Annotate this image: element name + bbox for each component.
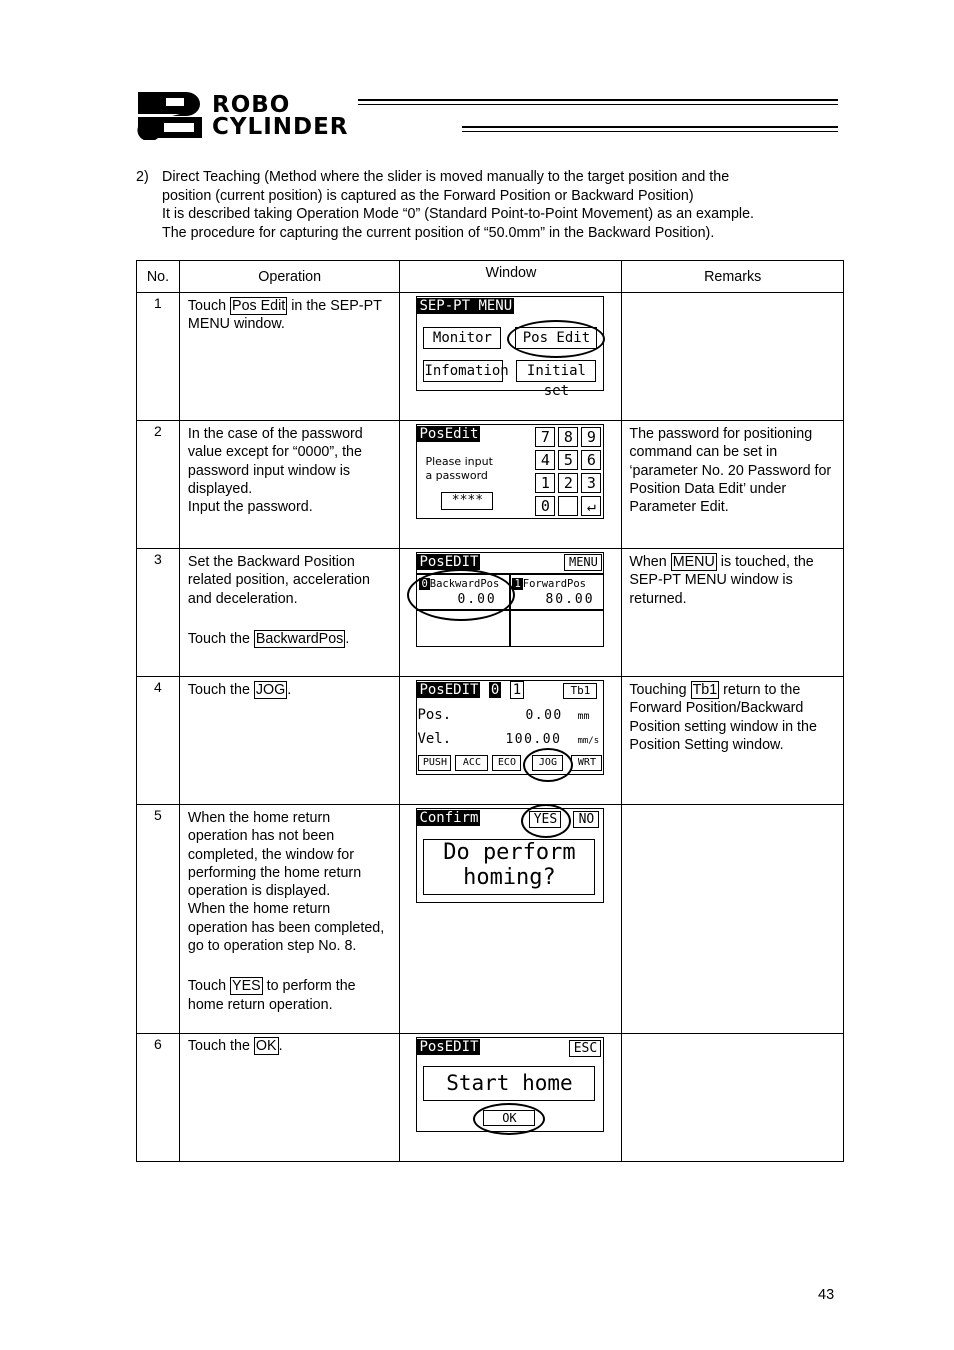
key-3[interactable]: 3 xyxy=(581,473,601,493)
op-text: Input the password. xyxy=(187,499,313,516)
position-no: 0 xyxy=(490,682,500,698)
op-text: . xyxy=(345,630,350,647)
table-row xyxy=(137,805,844,1034)
window-cell xyxy=(400,677,622,805)
lcd-confirm-homing xyxy=(416,808,604,903)
information-button[interactable]: Infomation xyxy=(423,360,503,382)
forward-value: 80.00 xyxy=(545,592,595,607)
highlight-circle xyxy=(521,804,571,838)
enter-key-icon[interactable]: ↵ xyxy=(581,496,601,516)
screen-title: PosEdit xyxy=(419,426,479,442)
remarks-cell xyxy=(622,293,844,421)
header-remarks: Remarks xyxy=(622,261,844,293)
operation-cell xyxy=(179,677,400,805)
screen-title: PosEDIT xyxy=(419,554,479,570)
lcd-sep-pt-menu xyxy=(416,296,604,399)
backward-value: 0.00 xyxy=(457,592,497,607)
lcd-password-input xyxy=(416,424,604,519)
forward-label: ForwardPos xyxy=(522,578,586,590)
monitor-button[interactable]: Monitor xyxy=(423,327,501,349)
op-text: . xyxy=(287,682,292,698)
key-5[interactable]: 5 xyxy=(558,450,578,470)
key-jog: JOG xyxy=(255,682,286,698)
op-text: Set the Backward Position related position, acceleration and deceleration. xyxy=(187,554,370,607)
window-cell xyxy=(400,421,622,549)
remarks-text: Touching xyxy=(629,682,691,698)
robo-cylinder-logo xyxy=(136,90,840,140)
jog-button[interactable]: JOG xyxy=(532,755,563,771)
op-text: Touch the xyxy=(187,682,254,698)
lcd-pos-edit-list xyxy=(416,552,604,647)
table-row xyxy=(137,293,844,421)
logo-text-cylinder: CYLINDER xyxy=(212,114,349,140)
header-rule xyxy=(462,131,838,132)
menu-button[interactable]: MENU xyxy=(564,554,602,571)
window-cell xyxy=(400,549,622,677)
vel-unit: mm/s xyxy=(577,736,600,746)
remarks-cell xyxy=(622,549,844,677)
op-text: Touch xyxy=(187,978,231,995)
intro-paragraph xyxy=(136,168,846,242)
op-text: Touch the xyxy=(187,1038,254,1054)
remarks-cell xyxy=(622,677,844,805)
highlight-circle xyxy=(473,1103,545,1135)
forward-no: 1 xyxy=(514,578,521,590)
screen-title: PosEDIT xyxy=(419,682,479,698)
screen-title: PosEDIT xyxy=(419,1039,479,1055)
forward-pos-field[interactable] xyxy=(512,577,586,591)
step-number: 2 xyxy=(137,421,180,549)
step-number: 5 xyxy=(137,805,180,1034)
key-pos-edit: Pos Edit xyxy=(232,298,286,314)
op-text: Touch xyxy=(187,298,231,314)
op-text: . xyxy=(278,1038,283,1054)
table-row xyxy=(137,549,844,677)
operation-cell xyxy=(179,805,400,1034)
intro-line: The procedure for capturing the current position of “50.0mm” in the Backward Position). xyxy=(162,224,715,241)
highlight-circle xyxy=(507,320,605,358)
yes-button[interactable]: YES xyxy=(529,811,561,828)
acc-button[interactable]: ACC xyxy=(455,755,488,771)
intro-line: It is described taking Operation Mode “0” (Standard Point-to-Point Movement) as an example. xyxy=(162,206,755,223)
page-number: 43 xyxy=(818,1287,835,1303)
password-prompt: a password xyxy=(425,469,488,482)
key-menu: MENU xyxy=(672,554,715,570)
lcd-start-home xyxy=(416,1037,604,1132)
window-cell xyxy=(400,805,622,1034)
op-text: When the home return operation has not been completed, the window for performing the home return operation is displayed. xyxy=(187,810,362,900)
window-cell xyxy=(400,1034,622,1162)
intro-number: 2) xyxy=(136,169,149,185)
pos-value: 0.00 xyxy=(525,708,563,723)
position-no[interactable]: 1 xyxy=(510,681,524,699)
intro-line: Direct Teaching (Method where the slider is moved manually to the target position and the xyxy=(162,169,730,185)
key-9[interactable]: 9 xyxy=(581,427,601,447)
initial-set-button[interactable]: Initial set xyxy=(516,360,596,382)
message-line: Do perform xyxy=(443,840,576,865)
key-tb1: Tb1 xyxy=(692,682,718,698)
header-no: No. xyxy=(137,261,180,293)
highlight-circle xyxy=(407,569,515,621)
op-text: When the home return operation has been completed, go to operation step No. 8. xyxy=(187,901,385,955)
header-window: Window xyxy=(400,261,622,293)
pos-edit-button[interactable]: Pos Edit xyxy=(515,327,597,349)
key-2[interactable]: 2 xyxy=(558,473,578,493)
backward-label: BackwardPos xyxy=(429,578,500,590)
remarks-cell: The password for positioning command can be set in ‘parameter No. 20 Password for Position Data Edit’ under Parameter Edit. xyxy=(622,421,844,549)
backward-no: 0 xyxy=(421,578,428,590)
no-button[interactable]: NO xyxy=(573,811,599,828)
remarks-text: When xyxy=(629,554,671,570)
remarks-text: is touched, the SEP-PT MENU window is returned. xyxy=(629,554,814,607)
esc-button[interactable]: ESC xyxy=(569,1040,601,1057)
pos-label: Pos. xyxy=(417,707,452,723)
push-button[interactable]: PUSH xyxy=(418,755,451,771)
operation-cell xyxy=(179,421,400,549)
key-8[interactable]: 8 xyxy=(558,427,578,447)
ok-button[interactable]: OK xyxy=(483,1110,535,1126)
pos-unit: mm xyxy=(577,711,590,722)
step-number: 4 xyxy=(137,677,180,805)
op-text: Touch the xyxy=(187,630,254,647)
procedure-table xyxy=(136,260,844,1162)
operation-cell xyxy=(179,293,400,421)
step-number: 3 xyxy=(137,549,180,677)
key-7[interactable]: 7 xyxy=(535,427,555,447)
vel-label: Vel. xyxy=(417,731,452,747)
header-rule xyxy=(358,104,838,105)
table-row xyxy=(137,677,844,805)
key-ok: OK xyxy=(255,1038,277,1054)
screen-title: Confirm xyxy=(419,810,479,826)
eco-button[interactable]: ECO xyxy=(492,755,521,771)
message-line: homing? xyxy=(463,865,556,890)
password-prompt: Please input xyxy=(425,455,493,468)
wrt-button[interactable]: WRT xyxy=(571,755,602,771)
key-blank[interactable] xyxy=(558,496,578,516)
key-0[interactable]: 0 xyxy=(535,496,555,516)
key-yes: YES xyxy=(232,978,261,995)
window-cell xyxy=(400,293,622,421)
key-backwardpos: BackwardPos xyxy=(255,630,344,647)
table-row xyxy=(137,1034,844,1162)
header-operation: Operation xyxy=(179,261,400,293)
step-number: 1 xyxy=(137,293,180,421)
op-text: to perform the home return operation. xyxy=(187,978,356,1013)
header-rule xyxy=(462,126,838,128)
key-4[interactable]: 4 xyxy=(535,450,555,470)
op-text: In the case of the password value except for “0000”, the password input window is displayed. xyxy=(187,426,363,497)
key-6[interactable]: 6 xyxy=(581,450,601,470)
key-1[interactable]: 1 xyxy=(535,473,555,493)
step-number: 6 xyxy=(137,1034,180,1162)
highlight-circle xyxy=(523,748,573,782)
remarks-cell xyxy=(622,805,844,1034)
rc-logo-mark-icon xyxy=(136,90,208,140)
operation-cell xyxy=(179,549,400,677)
operation-cell xyxy=(179,1034,400,1162)
vel-value: 100.00 xyxy=(505,732,562,747)
lcd-pos-edit-jog xyxy=(416,680,604,775)
password-field[interactable]: **** xyxy=(441,492,493,510)
logo-text-robo: ROBO xyxy=(212,92,291,118)
intro-line: position (current position) is captured as the Forward Position or Backward Position) xyxy=(162,187,694,204)
header-rule xyxy=(358,99,838,101)
op-text: in the SEP-PT MENU window. xyxy=(187,298,382,333)
start-home-message: Start home xyxy=(423,1066,595,1101)
homing-message xyxy=(423,839,595,895)
screen-title: SEP-PT MENU xyxy=(419,298,513,314)
remarks-cell xyxy=(622,1034,844,1162)
remarks-text: return to the Forward Position/Backward Position setting window in the Position Setting window. xyxy=(629,682,817,753)
table-row xyxy=(137,421,844,549)
tb1-button[interactable]: Tb1 xyxy=(563,683,597,699)
table-header-row xyxy=(137,261,844,293)
